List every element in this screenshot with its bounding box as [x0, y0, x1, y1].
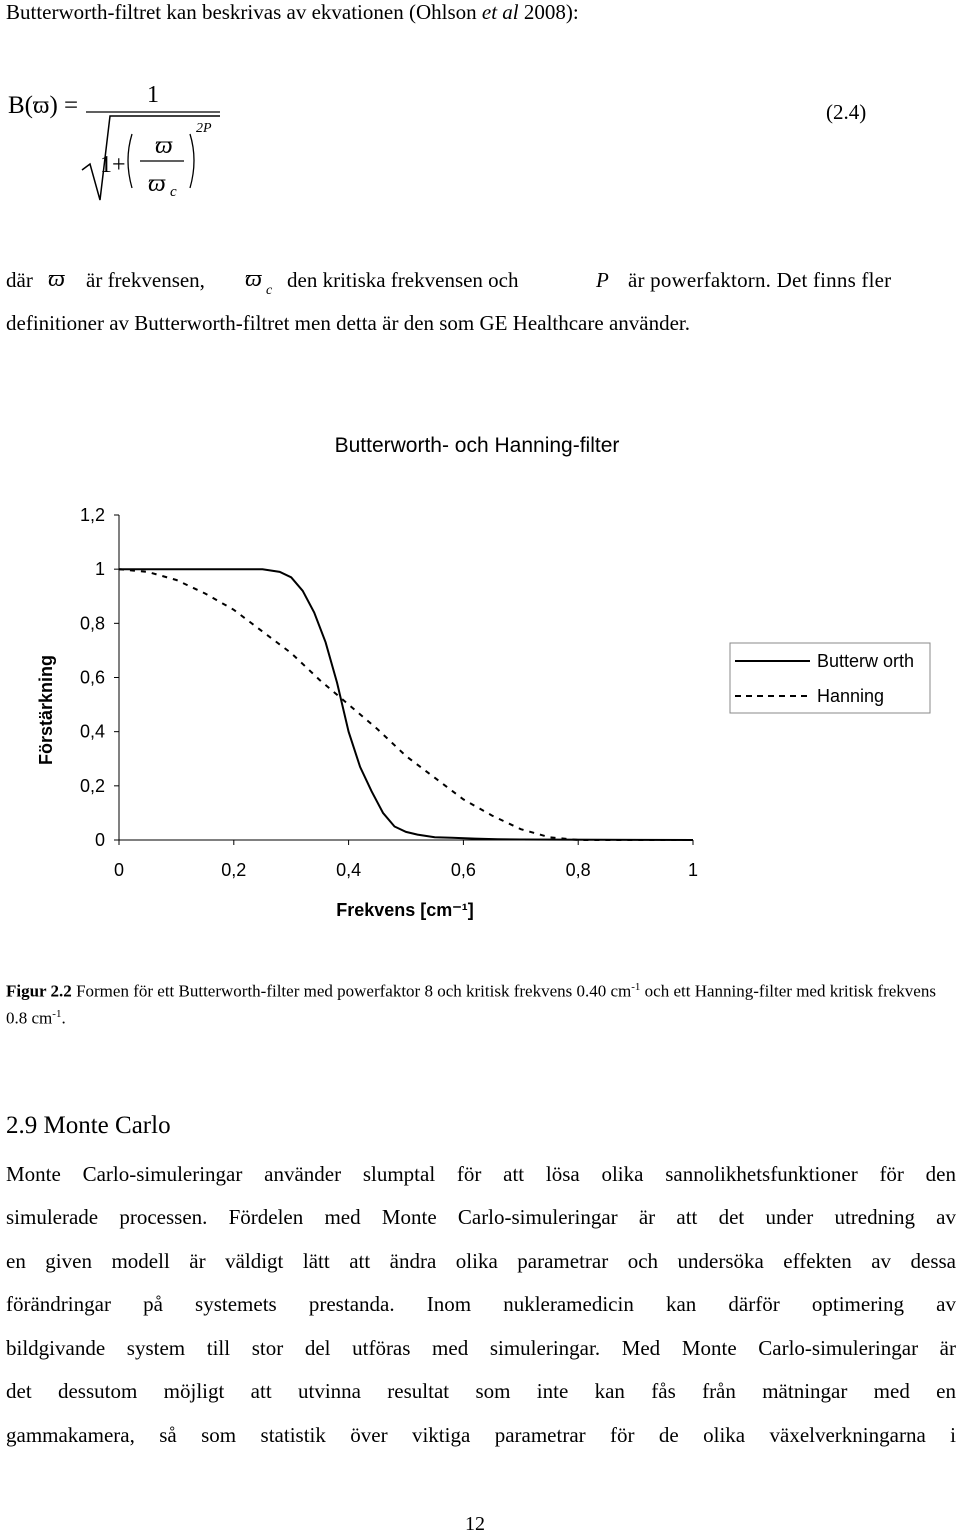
paragraph-line: en given modell är väldigt lätt att ändra olika parametrar och undersöka effekten av dessa	[6, 1249, 956, 1273]
chart-y-axis	[80, 505, 119, 850]
equation-omega-c: ϖ	[148, 170, 166, 197]
paragraph-line: simulerade processen. Fördelen med Monte Carlo-simuleringar är att det under utredning av	[6, 1205, 956, 1229]
intro-text	[6, 0, 579, 25]
x-tick-label: 1	[687, 860, 699, 880]
y-tick-label: 0	[94, 830, 105, 850]
paragraph-line: gammakamera, så som statistik över viktiga parametrar för de olika växelverkningarna i	[6, 1423, 956, 1447]
y-tick-label: 0,8	[79, 613, 105, 634]
equation-sub-c: c	[170, 184, 177, 200]
definition-omega: ϖ	[48, 266, 65, 292]
equation-number: (2.4)	[826, 100, 867, 124]
chart-x-axis	[114, 840, 698, 880]
caption-text2: och ett Hanning-filter med kritisk frekvens 0.8 cm	[6, 981, 936, 1028]
x-tick-label: 0,8	[565, 860, 591, 880]
equation-one-plus: 1+	[100, 152, 126, 178]
definition-omega-c: ϖ	[245, 266, 262, 292]
caption-text: Formen för ett Butterworth-filter med powerfaktor 8 och kritisk frekvens 0.40 cm	[71, 981, 632, 1001]
definition-text3: är powerfaktorn. Det finns fler	[628, 268, 892, 292]
equation-numerator: 1	[147, 82, 159, 108]
series-line-hanning	[119, 569, 693, 840]
equation-omega: ϖ	[155, 132, 173, 159]
definition-sub-c: c	[266, 283, 273, 298]
x-tick-label: 0,4	[336, 860, 362, 880]
legend-label-hanning: Hanning	[817, 686, 885, 706]
equation-lhs: B(ϖ) =	[8, 92, 79, 119]
page-number: 12	[465, 1513, 485, 1535]
y-tick-label: 1	[94, 559, 105, 580]
chart-x-axis-label: Frekvens [cm⁻¹]	[336, 900, 474, 920]
caption-end: .	[61, 1008, 66, 1028]
section-title: 2.9 Monte Carlo	[6, 1112, 171, 1139]
paragraph-line: det dessutom möjligt att utvinna resultat som inte kan fås från mätningar med en	[6, 1379, 956, 1403]
y-tick-label: 1,2	[79, 505, 105, 525]
paragraph-line: förändringar på systemets prestanda. Inom nukleramedicin kan därför optimering av	[6, 1292, 956, 1316]
butterworth-hanning-chart	[0, 420, 960, 940]
paragraph-line: Monte Carlo-simuleringar använder slumptal för att lösa olika sannolikhetsfunktioner för den	[6, 1162, 956, 1186]
definition-line2: definitioner av Butterworth-filtret men detta är den som GE Healthcare använder.	[6, 311, 690, 335]
equation-exponent: 2P	[196, 121, 212, 136]
chart-series	[119, 569, 693, 840]
y-tick-label: 0,2	[79, 775, 105, 796]
x-tick-label: 0,6	[450, 860, 476, 880]
caption-sup2: -1	[52, 1007, 62, 1020]
caption-label: Figur 2.2	[6, 981, 72, 1001]
chart-legend	[730, 643, 930, 713]
legend-label-butterworth: Butterw orth	[817, 651, 915, 671]
definition-text2: den kritiska frekvensen och	[287, 268, 519, 292]
intro-before: Butterworth-filtret kan beskrivas av ekvationen (Ohlson	[6, 0, 482, 24]
definition-p: P	[596, 268, 609, 292]
chart-title: Butterworth- och Hanning-filter	[334, 434, 620, 457]
figure-caption	[6, 976, 956, 1029]
x-tick-label: 0,2	[221, 860, 247, 880]
definition-dar: där	[6, 268, 33, 292]
x-tick-label: 0	[113, 860, 125, 880]
definition-text1: är frekvensen,	[86, 268, 205, 292]
y-tick-label: 0,4	[79, 721, 105, 742]
intro-et-al: et al	[481, 0, 519, 24]
chart-y-axis-label: Förstärkning	[36, 654, 56, 766]
caption-sup1: -1	[631, 981, 641, 993]
series-line-butterworth	[119, 569, 693, 840]
paragraph-line: bildgivande system till stor del utföras med simuleringar. Med Monte Carlo-simuleringar är	[6, 1336, 956, 1360]
y-tick-label: 0,6	[79, 667, 105, 688]
intro-after: 2008):	[518, 0, 579, 24]
